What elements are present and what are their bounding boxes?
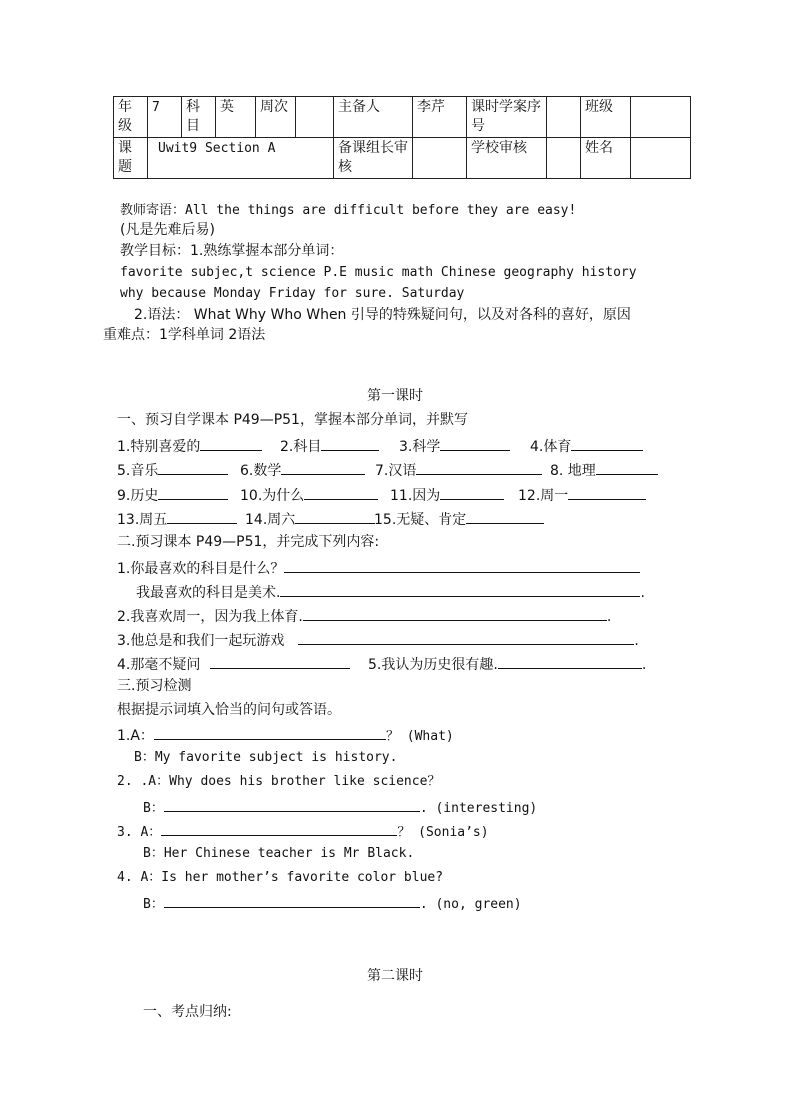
section3-instruction: 根据提示词填入恰当的问句或答语。 — [117, 702, 341, 718]
vocab-item: 12.周一 — [518, 485, 646, 505]
answer-blank[interactable] — [280, 582, 640, 597]
translate-item: 5.我认为历史很有趣. . — [368, 654, 646, 674]
answer-blank[interactable] — [298, 630, 634, 645]
review-label: 备课组长审核 — [334, 138, 413, 179]
answer-blank[interactable] — [440, 485, 504, 500]
grammar-goal: 2.语法： What Why Who When 引导的特殊疑问句，以及对各科的喜好，原因 — [134, 307, 631, 323]
teacher-motto-cn: (凡是先难后易) — [120, 222, 215, 238]
question-2a: 2. .A：Why does his brother like science？ — [117, 774, 441, 789]
section3-heading: 三.预习检测 — [117, 678, 192, 694]
vocab-item: 1.特别喜爱的 — [117, 436, 262, 456]
answer-blank[interactable] — [440, 436, 510, 451]
lesson2-section1-heading: 一、考点归纳: — [143, 1004, 232, 1020]
subject-label: 科目 — [182, 97, 216, 138]
name-label: 姓名 — [581, 138, 631, 179]
name-value — [631, 138, 691, 179]
section1-heading: 一、预习自学课本 P49—P51，掌握本部分单词，并默写 — [117, 412, 468, 428]
topic-value: Uwit9 Section A — [148, 138, 334, 179]
week-value — [296, 97, 334, 138]
answer-blank[interactable] — [303, 606, 607, 621]
class-label: 班级 — [581, 97, 631, 138]
goal-words-line2: why because Monday Friday for sure. Saturday — [120, 286, 465, 301]
grade-label: 年级 — [114, 97, 148, 138]
vocab-item: 6.数学 — [240, 460, 365, 480]
answer-blank[interactable] — [416, 460, 542, 475]
key-points: 重难点：1学科单词 2语法 — [103, 327, 266, 343]
question-1b: B：My favorite subject is history. — [134, 750, 398, 765]
table-row — [114, 138, 691, 179]
lesson2-title: 第二课时 — [367, 968, 423, 984]
answer-blank[interactable] — [154, 725, 386, 740]
answer-blank[interactable] — [158, 485, 228, 500]
question-2b: B： . (interesting) — [143, 797, 537, 818]
goal-words-line1: favorite subjec,t science P.E music math Chinese geography history — [120, 265, 637, 280]
section2-heading: 二.预习课本 P49—P51，并完成下列内容: — [117, 534, 380, 550]
vocab-item: 15.无疑、肯定 — [374, 509, 544, 529]
serial-label: 课时学案序号 — [467, 97, 547, 138]
answer-blank[interactable] — [321, 436, 379, 451]
answer-blank[interactable] — [164, 797, 420, 812]
vocab-item: 4.体育 — [530, 436, 643, 456]
answer-blank[interactable] — [295, 509, 375, 524]
teacher-motto: 教师寄语：All the things are difficult before they are easy! — [120, 203, 577, 218]
vocab-item: 14.周六 — [245, 509, 375, 529]
answer-blank[interactable] — [161, 821, 397, 836]
school-label: 学校审核 — [467, 138, 547, 179]
vocab-item: 3.科学 — [399, 436, 510, 456]
vocab-item: 10.为什么 — [240, 485, 378, 505]
grade-value: 7 — [148, 97, 182, 138]
answer-blank[interactable] — [596, 460, 658, 475]
week-label: 周次 — [256, 97, 296, 138]
answer-blank[interactable] — [571, 436, 643, 451]
answer-blank[interactable] — [284, 558, 640, 573]
answer-blank[interactable] — [158, 460, 228, 475]
translate-item: 3.他总是和我们一起玩游戏 . — [117, 630, 639, 650]
preparer-label: 主备人 — [334, 97, 413, 138]
lesson-info-table — [113, 96, 691, 179]
answer-blank[interactable] — [498, 654, 642, 669]
answer-blank[interactable] — [164, 893, 420, 908]
vocab-item: 8. 地理 — [550, 460, 658, 480]
answer-blank[interactable] — [210, 654, 350, 669]
vocab-item: 5.音乐 — [117, 460, 228, 480]
translate-item: 1.你最喜欢的科目是什么？ — [117, 558, 640, 578]
vocab-item: 2.科目 — [280, 436, 379, 456]
vocab-item: 11.因为 — [390, 485, 504, 505]
answer-blank[interactable] — [466, 509, 544, 524]
vocab-item: 7.汉语 — [375, 460, 542, 480]
translate-item: 4.那毫不疑问 — [117, 654, 350, 674]
school-value — [547, 138, 581, 179]
review-value — [413, 138, 467, 179]
translate-item: 我最喜欢的科目是美术. . — [136, 582, 645, 602]
serial-value — [547, 97, 581, 138]
answer-blank[interactable] — [281, 460, 365, 475]
topic-label: 课题 — [114, 138, 148, 179]
vocab-item: 9.历史 — [117, 485, 228, 505]
question-3b: B：Her Chinese teacher is Mr Black. — [143, 846, 415, 861]
teaching-goal: 教学目标：1.熟练掌握本部分单词： — [120, 243, 344, 259]
lesson1-title: 第一课时 — [367, 388, 423, 404]
question-3a: 3. A： ？ (Sonia’s) — [117, 821, 489, 842]
class-value — [631, 97, 691, 138]
vocab-item: 13.周五 — [117, 509, 237, 529]
answer-blank[interactable] — [167, 509, 237, 524]
answer-blank[interactable] — [200, 436, 262, 451]
preparer-value: 李芹 — [413, 97, 467, 138]
table-row — [114, 97, 691, 138]
question-4a: 4. A：Is her mother’s favorite color blue? — [117, 870, 444, 885]
question-1a: 1.A： ？ (What) — [117, 725, 454, 746]
question-4b: B： . (no, green) — [143, 893, 522, 914]
translate-item: 2.我喜欢周一，因为我上体育. . — [117, 606, 611, 626]
subject-value: 英 — [216, 97, 256, 138]
answer-blank[interactable] — [304, 485, 378, 500]
answer-blank[interactable] — [568, 485, 646, 500]
